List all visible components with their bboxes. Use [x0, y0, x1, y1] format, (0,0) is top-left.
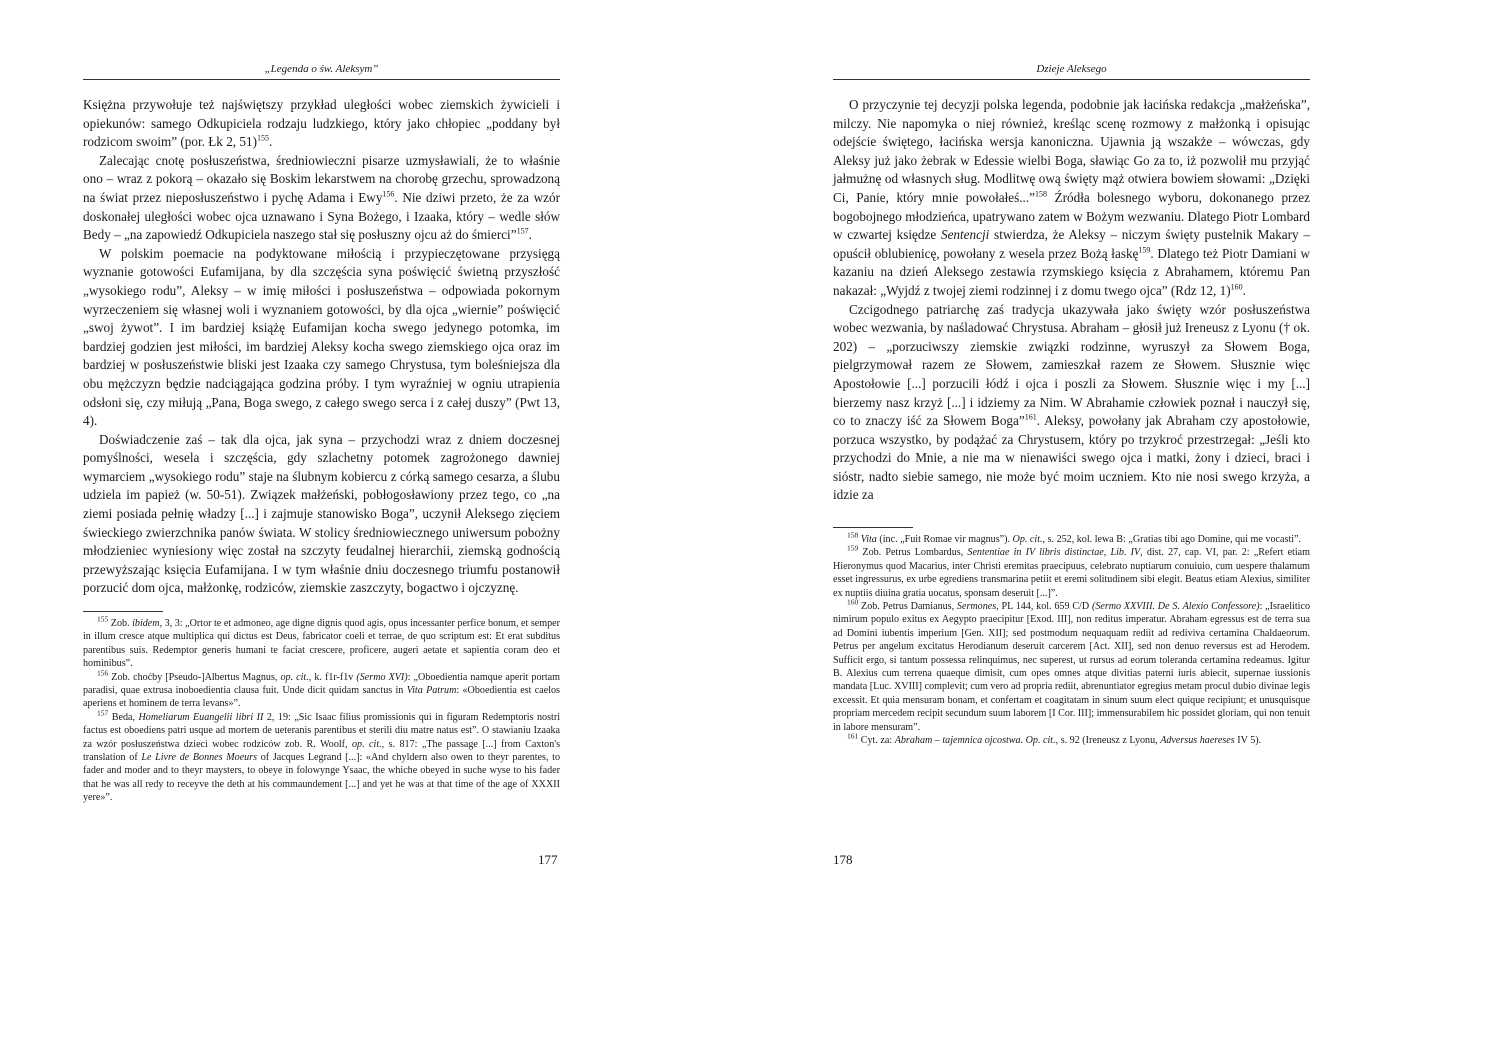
footnote-161: $^{161}$ Cyt. za: Abraham – tajemnica ojcostwa. Op. cit., s. 92 (Ireneusz z Lyonu, Adversus haereses IV 5).: [847, 731, 1262, 747]
right-page-number: 178: [833, 852, 853, 867]
right-footnotes: [833, 530, 1311, 748]
footnote-157: $^{157}$ Beda, Homeliarum Euangelii libri II 2, 19: „Sic Isaac filius promissionis qui in figuram Redemptoris nostri factus est oboediens patri usque ad mortem de ueteranis parentibus et sterili diu matre natus est”. O stawianiu Izaaka za wzór posłuszeństwa dzieci wobec rodziców zob. R. Woolf, op. cit., s. 817: „The passage [...] from Caxton's translation of Le Livre de Bonnes Moeurs of Jacques Legrand [...]: «And chyldern also owen to theyr parentes, to fader and moder and to theyr maysters, to obeye in folowynge Ysaac, the whiche obeyed in suche wyse to his fader that he was all redy to receyve the deth at his commaundement [...] and yet he was at that time of the age of XXXII yere»”.: [83, 708, 560, 804]
right-body-text: [833, 96, 1310, 505]
left-paragraph-3: W polskim poemacie na podyktowane miłością i przypieczętowane przysięgą wyznanie gotowości Eufamijana, by dla szczęścia syna poświęcić świetną przyszłość „wysokiego rodu”, Aleksy – w imię miłości i posłuszeństwa – odpowiada pokornym wyrzeczeniem się własnej woli i wyznaniem gotowości, by dla ojca „wiernie” poświęcić „swoj żywot”. I im bardziej książę Eufamijan kocha swego jedynego potomka, im bardziej godzien jest miłości, im bardziej Aleksy kocha swego ziemskiego ojca oraz im bardziej w posłuszeństwie bliski jest Izaaka czy samego Chrystusa, tym boleśniejsza dla obu mężczyzn będzie nadciągająca godzina próby. I tym wyraźniej w ogniu utrapienia odsłoni się, czy miłują „Pana, Boga swego, z całego swego serca i z całej duszy” (Pwt 13, 4).: [83, 245, 560, 429]
footnote-ref-159[interactable]: 159: [1138, 245, 1151, 255]
left-running-head: „Legenda o św. Aleksym”: [264, 63, 379, 75]
right-paragraph-2: Czcigodnego patriarchę zaś tradycja ukazywała jako święty wzór posłuszeństwa wobec wezwania, by naśladować Chrystusa. Abraham – głosił już Ireneusz z Lyonu († ok. 202) – „porzuciwszy ziemskie związki rodzinne, wyruszył za Słowem Boga, pielgrzymował razem ze Słowem, zamieszkał razem ze Słowem. Słusznie więc Apostołowie [...] porzucili łódź i ojca i poszli za Słowem. Słusznie więc i my [...] bierzemy nasz krzyż [...] i idziemy za Nim. W Abrahamie człowiek poznał i nauczył się, co to znaczy iść za Słowem Boga”$^{161}$. Aleksy, powołany jak Abraham czy apostołowie, porzuca wszystko, by podążać za Chrystusem, który po trzykroć przestrzegał: „Jeśli kto przychodzi do Mnie, a nie ma w nienawiści swego ojca i matki, żony i dzieci, braci i sióstr, nadto siebie samego, nie może być moim uczniem. Kto nie nosi swego krzyża, a idzie za: [833, 301, 1311, 503]
footnote-ref-157[interactable]: 157: [516, 226, 529, 236]
footnote-ref-161[interactable]: 161: [1024, 412, 1037, 422]
footnote-160: $^{160}$ Zob. Petrus Damianus, Sermones, PL 144, kol. 659 C/D (Sermo XXVIII. De S. Alexio Confessore): „Israelitico nimirum populo exitus ex Aegypto praecipitur [Exod. III], non reditus imperatur. Abraham egressus est de terra sua ad Domini iubentis imperium [Gen. XII]; sed postmodum nequaquam rediit ad rediviva certamina Chaldaeorum. Petrus per angelum excitatus Herodianum deseruit carcerem [Act. XII], sed non denuo reversus est ad Herodem. Sufficit ergo, si tantum possessa relinquimus, nec superest, ut rursus ad eorum toleranda certamina redeamus. Igitur B. Alexius cum terrena quaeque dimisit, cum opes omnes atque divitias paterni iuris abiecit, supernae iussionis mandata [Luc. XVIII] complevit; cum vero ad propria rediit, abrenuntiator egregius metam procul dubio divinae legis excessit. Et quia mensuram bonam, et confertam et coagitatam in sinum suum elect quique recipiunt; et unusquisque propriam mercedem recipit secundum suum laborem [I Cor. III]; immensurabilem hic possidet gloriam, qui non tenuit in labore mensuram”.: [833, 597, 1311, 733]
left-page-number: 177: [538, 852, 558, 867]
right-running-head: Dzieje Aleksego: [1036, 63, 1107, 75]
left-page: [83, 0, 560, 1059]
right-header-rule: [833, 79, 1310, 80]
footnote-ref-155[interactable]: 155: [256, 133, 269, 143]
right-paragraph-1: O przyczynie tej decyzji polska legenda, podobnie jak łacińska redakcja „małżeńska”, milczy. Nie napomyka o niej również, kreśląc scenę rozmowy z małżonką i opisując odejście świętego, łacińska wersja kanoniczna. Ujawnia ją wszakże – wówczas, gdy Aleksy już jako żebrak w Edessie wielbi Boga, sławiąc Go za to, iż pozwolił mu przyjąć jałmużnę od własnych sług. Modlitwę ową święty mąż otwiera bowiem słowami: „Dzięki Ci, Panie, który mnie powołałeś...”$^{158}$ Źródła bolesnego wyboru, dokonanego przez bogobojnego młodzieńca, upatrywano zatem w Bożym wezwaniu. Dlatego Piotr Lombard w czwartej księdze Sentencji stwierdza, że Aleksy – niczym święty pustelnik Makary – opuścił oblubienicę, powołany z wesela przez Bożą łaskę$^{159}$. Dlatego też Piotr Damiani w kazaniu na dzień Aleksego zestawia rzymskiego księcia z Abrahamem, któremu Pan nakazał: „Wyjdź z twojej ziemi rodzinnej i z domu twego ojca” (Rdz 12, 1)$^{160}$.: [833, 97, 1310, 298]
footnote-ref-160[interactable]: 160: [1230, 282, 1243, 292]
left-footnote-rule: [83, 611, 163, 612]
right-footnote-rule: [833, 527, 913, 528]
footnote-156: $^{156}$ Zob. choćby [Pseudo-]Albertus Magnus, op. cit., k. f1r-f1v (Sermo XVI): „Oboedientia namque aperit portam paradisi, quae extrusa inoboedientia clausa fuit. Unde dicit quidam sanctus in Vita Patrum: «Oboedientia est caelos aperiens et hominem de terra levans»”.: [83, 668, 560, 710]
footnote-159: $^{159}$ Zob. Petrus Lombardus, Sententiae in IV libris distinctae, Lib. IV, dist. 27, cap. VI, par. 2: „Refert etiam Hieronymus quod Macarius, inter Christi eremitas praecipuus, celebrato nuptiarum conuiuio, cum uespere thalamum esset ingressurus, ex urbe egrediens transmarina petiit et eremi solitudinem sibi elegit. Beatus etiam Alexius, similiter ex nuptiis diuina gratia uocatus, sponsam deseruit [...]”.: [833, 544, 1310, 599]
footnote-ref-158[interactable]: 158: [1035, 189, 1047, 199]
left-footnotes: [83, 614, 560, 805]
footnote-ref-156[interactable]: 156: [382, 189, 395, 199]
left-header-rule: [83, 79, 560, 80]
left-paragraph-2: Zalecając cnotę posłuszeństwa, średniowieczni pisarze uzmysławiali, że to właśnie ono – wraz z pokorą – okazało się Boskim lekarstwem na chorobę grzechu, sprowadzoną na świat przez nieposłuszeństwo i pychę Adama i Ewy$^{156}$. Nie dziwi przeto, że za wzór doskonałej uległości wobec ojca uznawano i Syna Bożego, i Izaaka, który – wedle słów Bedy – „na zapowiedź Odkupiciela naszego stał się posłuszny ojcu aż do śmierci”$^{157}$.: [83, 152, 560, 243]
footnote-158: $^{158}$ Vita (inc. „Fuit Romae vir magnus”). Op. cit., s. 252, kol. lewa B: „Gratias tibi ago Domine, qui me vocasti”.: [847, 530, 1302, 545]
left-paragraph-4: Doświadczenie zaś – tak dla ojca, jak syna – przychodzi wraz z dniem doczesnej pomyślności, wesela i szczęścia, gdy szlachetny potomek zagrożonego dawniej wymarciem „wysokiego rodu” staje na ślubnym kobiercu z córką samego cesarza, a ślubu udziela im papież (w. 50-51). Związek małżeński, pobłogosławiony przez tego, co „na ziemi posiada pełnię władzy [...] i zajmuje stanowisko Boga”, uczynił Aleksego zięciem świeckiego zwierzchnika panów świata. W stolicy średniowiecznego uniwersum pobożny młodzieniec wyniesiony więc został na szczyty feudalnej hierarchii, ziemską godnością przewyższając księcia Eufamijana. I w tym właśnie dniu doczesnego triumfu postanowił porzucić dom ojca, małżonkę, rodziców, ziemskie zaszczyty, bogactwo i ojczyznę.: [83, 431, 560, 596]
left-paragraph-1: Księżna przywołuje też najświętszy przykład uległości wobec ziemskich żywicieli i opiekunów: samego Odkupiciela rodzaju ludzkiego, który jako chłopiec „poddany był rodzicom swoim” (por. Łk 2, 51)$^{155}$.: [83, 97, 560, 150]
right-page: [833, 0, 1310, 1059]
footnote-155: $^{155}$ Zob. ibidem, 3, 3: „Ortor te et admoneo, age digne dignis quod agis, opus incessanter perfice bonum, et semper in illum cresce atque multiplica qui dictus est Deus, fabricator coeli et terrae, de quo scriptum est: Et erat subditus parentibus suis. Redemptor generis humani te faciat crescere, proficere, augeri aetate et sapientia coram deo et hominibus”.: [83, 614, 560, 670]
left-body-text: [83, 96, 560, 598]
